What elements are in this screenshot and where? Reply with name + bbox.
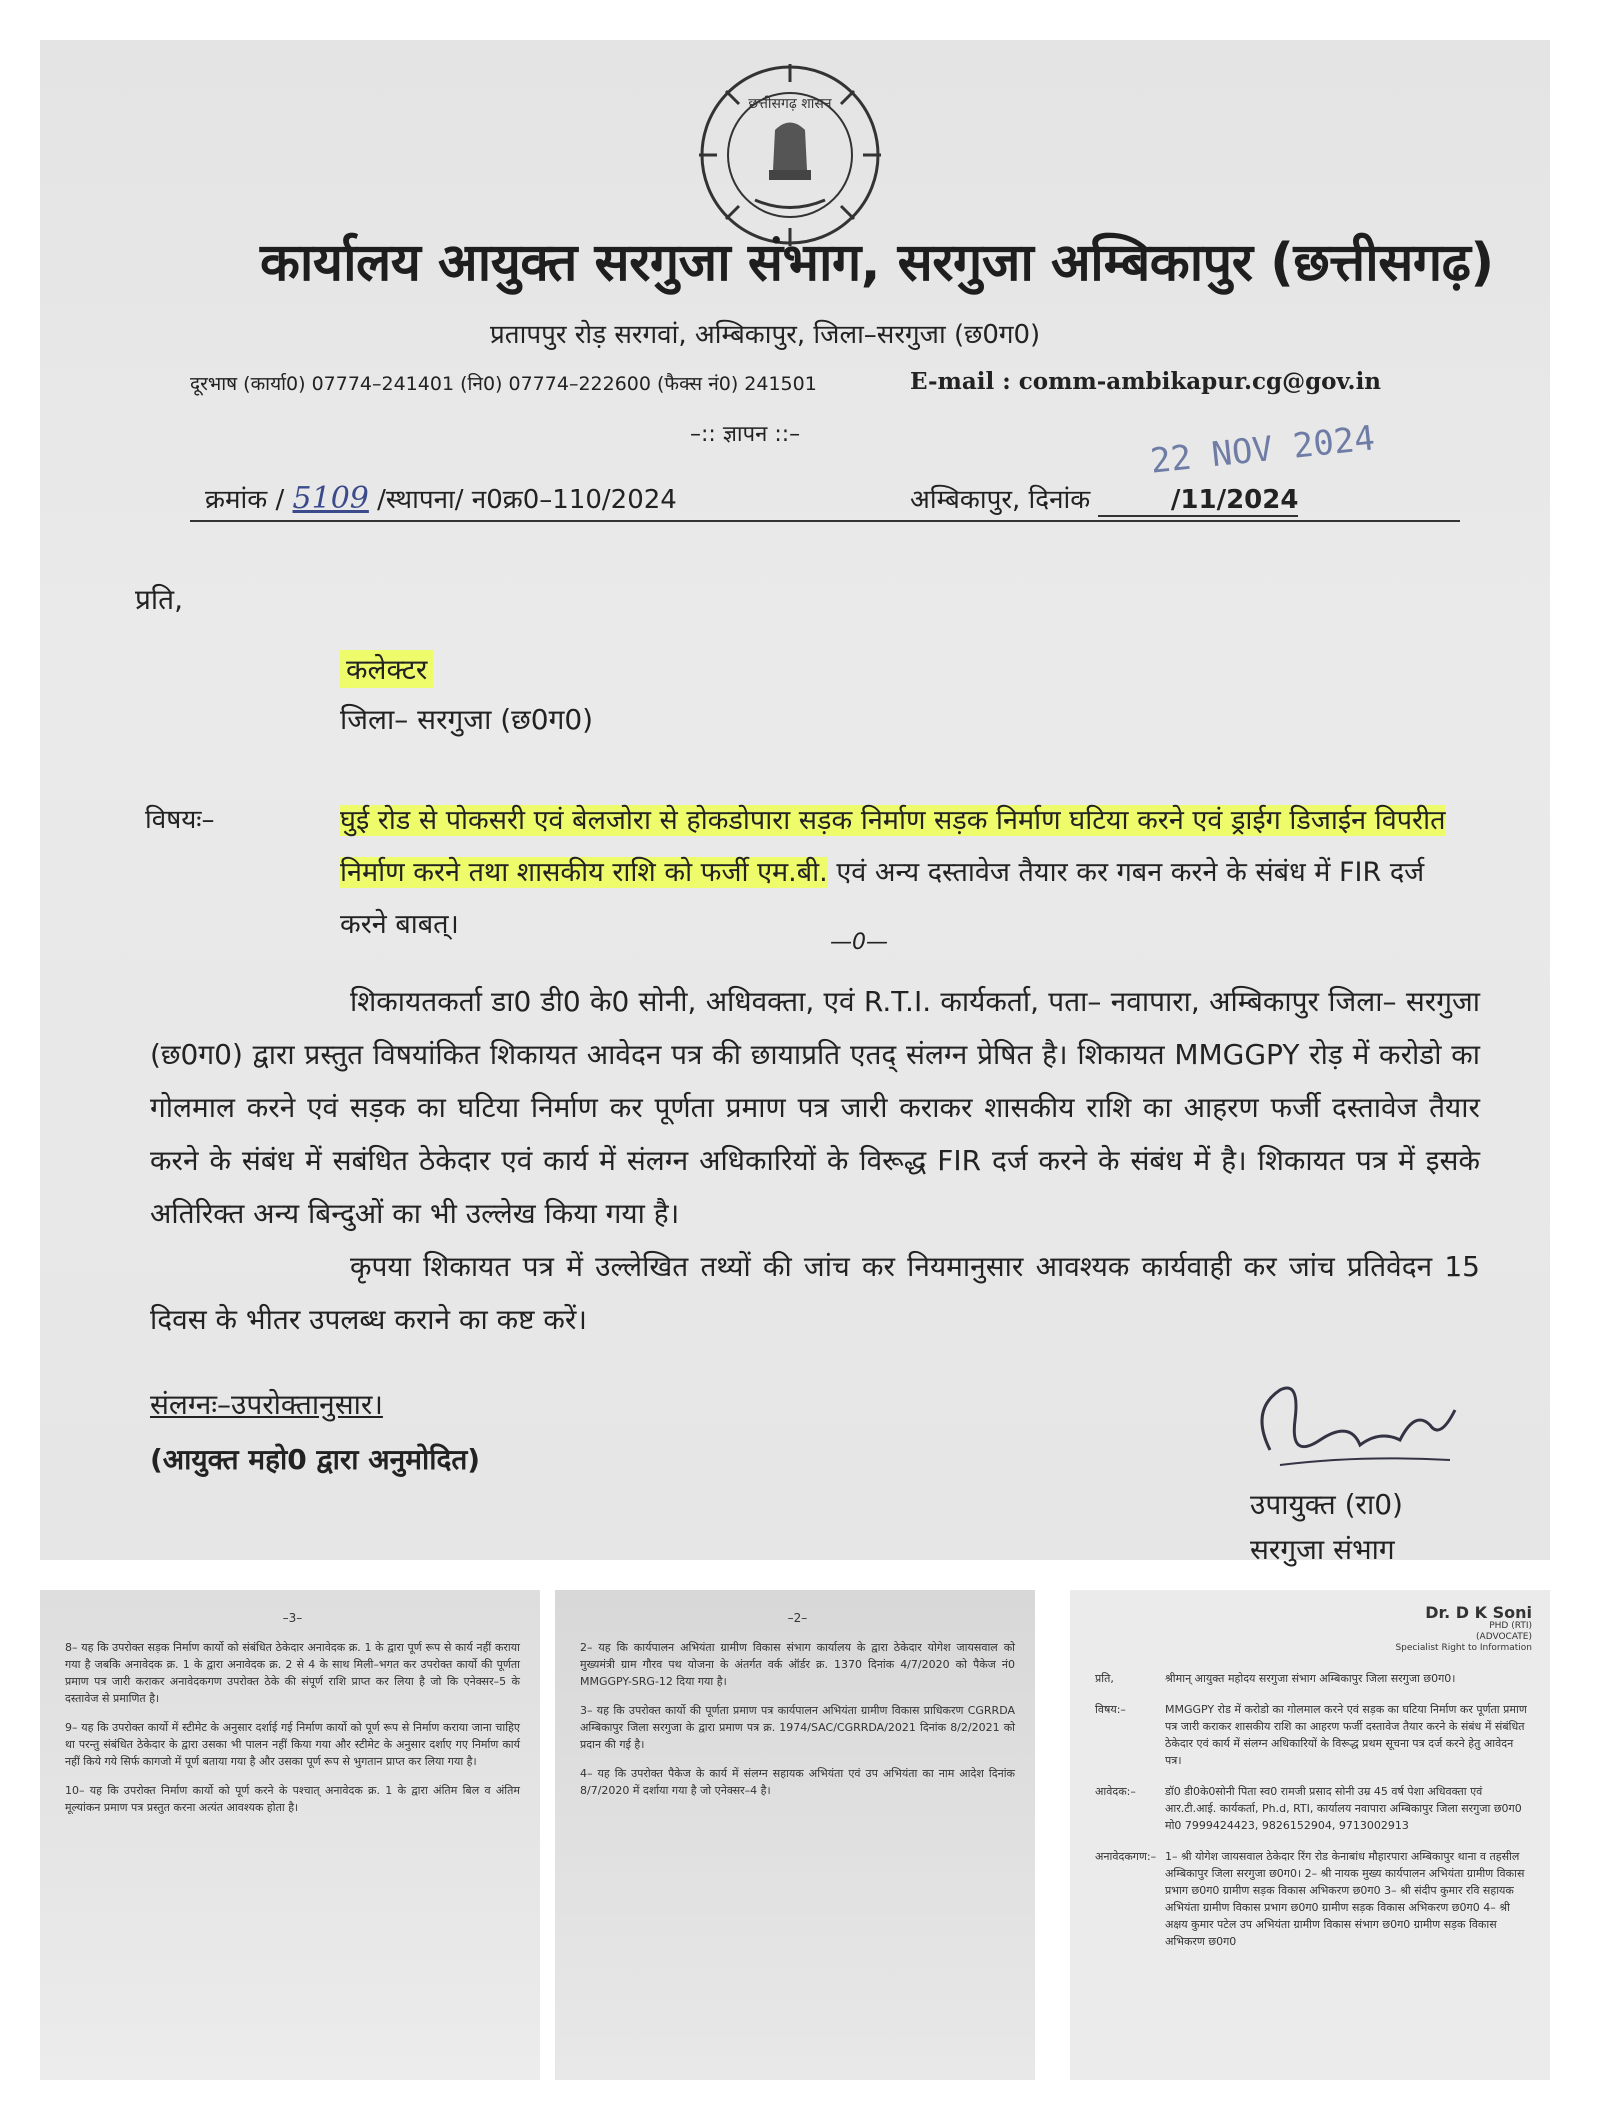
recipient-district: जिला– सरगुजा (छ0ग0) bbox=[340, 703, 594, 736]
approval-note: (आयुक्त महो0 द्वारा अनुमोदित) bbox=[150, 1443, 481, 1476]
attachment-page-1 bbox=[1070, 1590, 1550, 2080]
attachment-paragraph: 10– यह कि उपरोक्त निर्माण कार्यो को पूर्ण करने के पश्चात् अनावेदक क्र. 1 के द्वारा अंतिम बिल व अंतिम मूल्यांकन प्रमाण पत्र प्रस्तुत करना अत्यंत आवश्यक होता है। bbox=[65, 1784, 520, 1814]
body-paragraph-1: शिकायतकर्ता डा0 डी0 के0 सोनी, अधिवक्ता, एवं R.T.I. कार्यकर्ता, पता– नवापारा, अम्बिकापुर जिला– सरगुजा (छ0ग0) द्वारा प्रस्तुत विषयांकित शिकायत आवेदन पत्र की छायाप्रति एतद् संलग्न प्रेषित है। शिकायत MMGGPY रोड़ में करोडो का गोलमाल करने एवं सड़क का घटिया निर्माण कर पूर्णता प्रमाण पत्र जारी कराकर शासकीय राशि का आहरण फर्जी दस्तावेज तैयार करने के संबंध में सबंधित ठेकेदार एवं कार्य में संलग्न अधिकारियों के विरूद्ध FIR दर्ज करने के संबंध में है। शिकायत पत्र में इसके अतिरिक्त अन्य बिन्दुओं का भी उल्लेख किया गया है। bbox=[150, 985, 1480, 1230]
signatory-designation: उपायुक्त (रा0) bbox=[1250, 1488, 1403, 1521]
prati-label: प्रति, bbox=[135, 583, 184, 616]
attachment-paragraph: 4– यह कि उपरोक्त पैकेज के कार्य में संलग्न सहायक अभियंता एवं उप अभियंता का नाम आदेश दिनांक 8/7/2020 में दर्शाया गया है जो एनेक्सर–4 है। bbox=[580, 1767, 1015, 1797]
reference-number bbox=[205, 480, 677, 516]
row-value: MMGGPY रोड में करोडो का गोलमाल करने एवं सड़क का घटिया निर्माण कर पूर्णता प्रमाण पत्र जारी कराकर शासकीय राशि का आहरण फर्जी दस्तावेज तैयार करने के संबंध में संबंधित ठेकेदार एवं कार्य में संलग्न अधिकारियों के विरूद्ध प्रथम सूचना पत्र दर्ज करने हेतु आवेदन पत्र। bbox=[1165, 1703, 1527, 1767]
row-value: 1– श्री योगेश जायसवाल ठेकेदार रिंग रोड केनाबांध मौहारपारा अम्बिकापुर थाना व तहसील अम्बिकापुर जिला सरगुजा छ0ग0। 2– श्री नायक मुख्य कार्यपालन अभियंता ग्रामीण विकास प्रभाग छ0ग0 ग्रामीण सड़क विकास अभिकरण छ0ग0 3– श्री संदीप कुमार रवि सहायक अभियंता ग्रामीण विकास प्रभाग छ0ग0 ग्रामीण सड़क विकास अभिकरण छ0ग0 4– श्री अक्षय कुमार पटेल उप अभियंता ग्रामीण विकास संभाग छ0ग0 ग्रामीण सड़क विकास अभिकरण छ0ग0 bbox=[1165, 1850, 1525, 1948]
signatory-division: सरगुजा संभाग bbox=[1250, 1533, 1395, 1566]
enclosure-note: संलग्नः–उपरोक्तानुसार। bbox=[150, 1388, 383, 1421]
date-value: /11/2024 bbox=[1098, 485, 1298, 517]
page-number: –3– bbox=[282, 1611, 303, 1625]
attachment-page-3 bbox=[40, 1590, 540, 2080]
body-paragraph-2: कृपया शिकायत पत्र में उल्लेखित तथ्यों की जांच कर नियमानुसार आवश्यक कार्यवाही कर जांच प्रतिवेदन 15 दिवस के भीतर उपलब्ध कराने का कष्ट करें। bbox=[150, 1250, 1480, 1336]
advocate-degree: PHD (RTI) bbox=[1489, 1621, 1532, 1631]
office-title: कार्यालय आयुक्त सरगुजा संभाग, सरगुजा अम्बिकापुर (छत्तीसगढ़) bbox=[260, 233, 1494, 293]
kramank-label: क्रमांक / bbox=[205, 485, 285, 515]
subject-highlighted: घुई रोड से पोकसरी एवं बेलजोरा से होकडोपारा सड़क निर्माण सड़क निर्माण घटिया करने एवं ड्राईग डिजाईन विपरीत निर्माण करने तथा शासकीय राशि को फर्जी एम.बी. bbox=[340, 805, 1446, 888]
signature-icon bbox=[1240, 1370, 1470, 1480]
advocate-letterhead bbox=[1395, 1604, 1532, 1654]
recipient-title: कलेक्टर bbox=[340, 650, 433, 688]
advocate-name: Dr. D K Soni bbox=[1425, 1603, 1532, 1622]
attachment-page-2 bbox=[555, 1590, 1035, 2080]
header-divider bbox=[190, 520, 1460, 522]
office-address: प्रतापपुर रोड़ सरगवां, अम्बिकापुर, जिला–सरगुजा (छ0ग0) bbox=[490, 320, 1041, 350]
date-label: अम्बिकापुर, दिनांक bbox=[910, 485, 1091, 515]
subject-label: विषयः– bbox=[145, 805, 215, 835]
row-value: डॉ0 डी0के0सोनी पिता स्व0 रामजी प्रसाद सोनी उम्र 45 वर्ष पेशा अधिवक्ता एवं आर.टी.आई. कार्यकर्ता, Ph.d, RTI, कार्यालय नवापारा अम्बिकापुर जिला सरगुजा छ0ग0 मो0 7999424423, 9826152904, 9713002913 bbox=[1165, 1785, 1522, 1832]
separator: —0— bbox=[830, 930, 888, 955]
attachment-paragraph: 8– यह कि उपरोक्त सड़क निर्माण कार्यो को संबंधित ठेकेदार अनावेदक क्र. 1 के द्वारा पूर्ण रूप से कार्य नहीं कराया गया है जबकि अनावेदक क्र. 1 के द्वारा अनावेदक क्र. 2 से 4 के साथ मिली–भगत कर उपरोक्त कार्यो की पूर्णता प्रमाण पत्र जारी कराकर अनावेदकगण उपरोक्त ठेके की संपूर्ण राशि प्राप्त कर लिया है जो कि एनेक्सर–5 के दस्तावेज से प्रमाणित है। bbox=[65, 1641, 520, 1705]
page-number: –2– bbox=[787, 1611, 808, 1625]
attachment-paragraph: 2– यह कि कार्यपालन अभियंता ग्रामीण विकास संभाग कार्यालय के द्वारा ठेकेदार योगेश जायसवाल को मुख्यमंत्री ग्राम गौरव पथ योजना के अंतर्गत वर्क ऑर्डर क्र. 1370 दिनांक 4/7/2020 को पैकेज नं0 MMGGPY-SRG-12 दिया गया है। bbox=[580, 1641, 1015, 1688]
attachment-paragraph: 3– यह कि उपरोक्त कार्यो की पूर्णता प्रमाण पत्र कार्यपालन अभियंता ग्रामीण विकास प्राधिकरण CGRRDA अम्बिकापुर जिला सरगुजा के द्वारा प्रमाण पत्र क्र. 1974/SAC/CGRRDA/2021 दिनांक 8/2/2021 को प्रदान की गई है। bbox=[580, 1704, 1015, 1751]
prati-row bbox=[1095, 1670, 1530, 1687]
row-label: आवेदक:– bbox=[1095, 1785, 1136, 1798]
kramank-rest: /स्थापना/ न0क्र0–110/2024 bbox=[377, 485, 677, 515]
gyapan-heading: –:: ज्ञापन ::– bbox=[690, 422, 801, 447]
government-emblem-icon bbox=[695, 60, 885, 250]
attachment-paragraph: 9– यह कि उपरोक्त कार्यो में स्टीमेट के अनुसार दर्शाई गई निर्माण कार्यो को पूर्ण रूप से निर्माण कराया जाना चाहिए था परन्तु संबंधित ठेकेदार के द्वारा उसका भी पालन नहीं किया गया और स्टीमेट के अनुसार दर्शाए गए निर्माण कार्य नहीं किये गये सिर्फ कागजो में पूर्ण बताया गया है और उसका पूर्ण रूप से भुगतान प्राप्त कर लिया गया है। bbox=[65, 1721, 520, 1768]
letter-date bbox=[910, 480, 1298, 517]
advocate-title: (ADVOCATE) bbox=[1476, 1632, 1532, 1642]
vishay-row bbox=[1095, 1701, 1530, 1769]
letter-body bbox=[150, 975, 1480, 1346]
svg-text:छत्तीसगढ़ शासन: छत्तीसगढ़ शासन bbox=[748, 96, 832, 112]
anavedak-row bbox=[1095, 1848, 1530, 1950]
row-label: प्रति, bbox=[1095, 1672, 1114, 1685]
date-stamp: 22 NOV 2024 bbox=[1148, 418, 1377, 482]
office-email: E-mail : comm-ambikapur.cg@gov.in bbox=[910, 368, 1382, 395]
row-value: श्रीमान् आयुक्त महोदय सरगुजा संभाग अम्बिकापुर जिला सरगुजा छ0ग0। bbox=[1165, 1672, 1456, 1685]
advocate-specialty: Specialist Right to Information bbox=[1395, 1643, 1532, 1653]
avedak-row bbox=[1095, 1783, 1530, 1834]
letter-page bbox=[40, 40, 1550, 1566]
row-label: विषय:– bbox=[1095, 1703, 1126, 1716]
handwritten-number: 5109 bbox=[292, 481, 369, 516]
row-label: अनावेदकगण:– bbox=[1095, 1850, 1157, 1863]
subject-text bbox=[340, 795, 1470, 951]
subject-rest: एवं अन्य दस्तावेज तैयार कर गबन करने के संबंध में FIR दर्ज करने बाबत्। bbox=[340, 857, 1425, 940]
office-phone: दूरभाष (कार्या0) 07774–241401 (नि0) 07774–222600 (फैक्स नं0) 241501 bbox=[190, 373, 817, 395]
